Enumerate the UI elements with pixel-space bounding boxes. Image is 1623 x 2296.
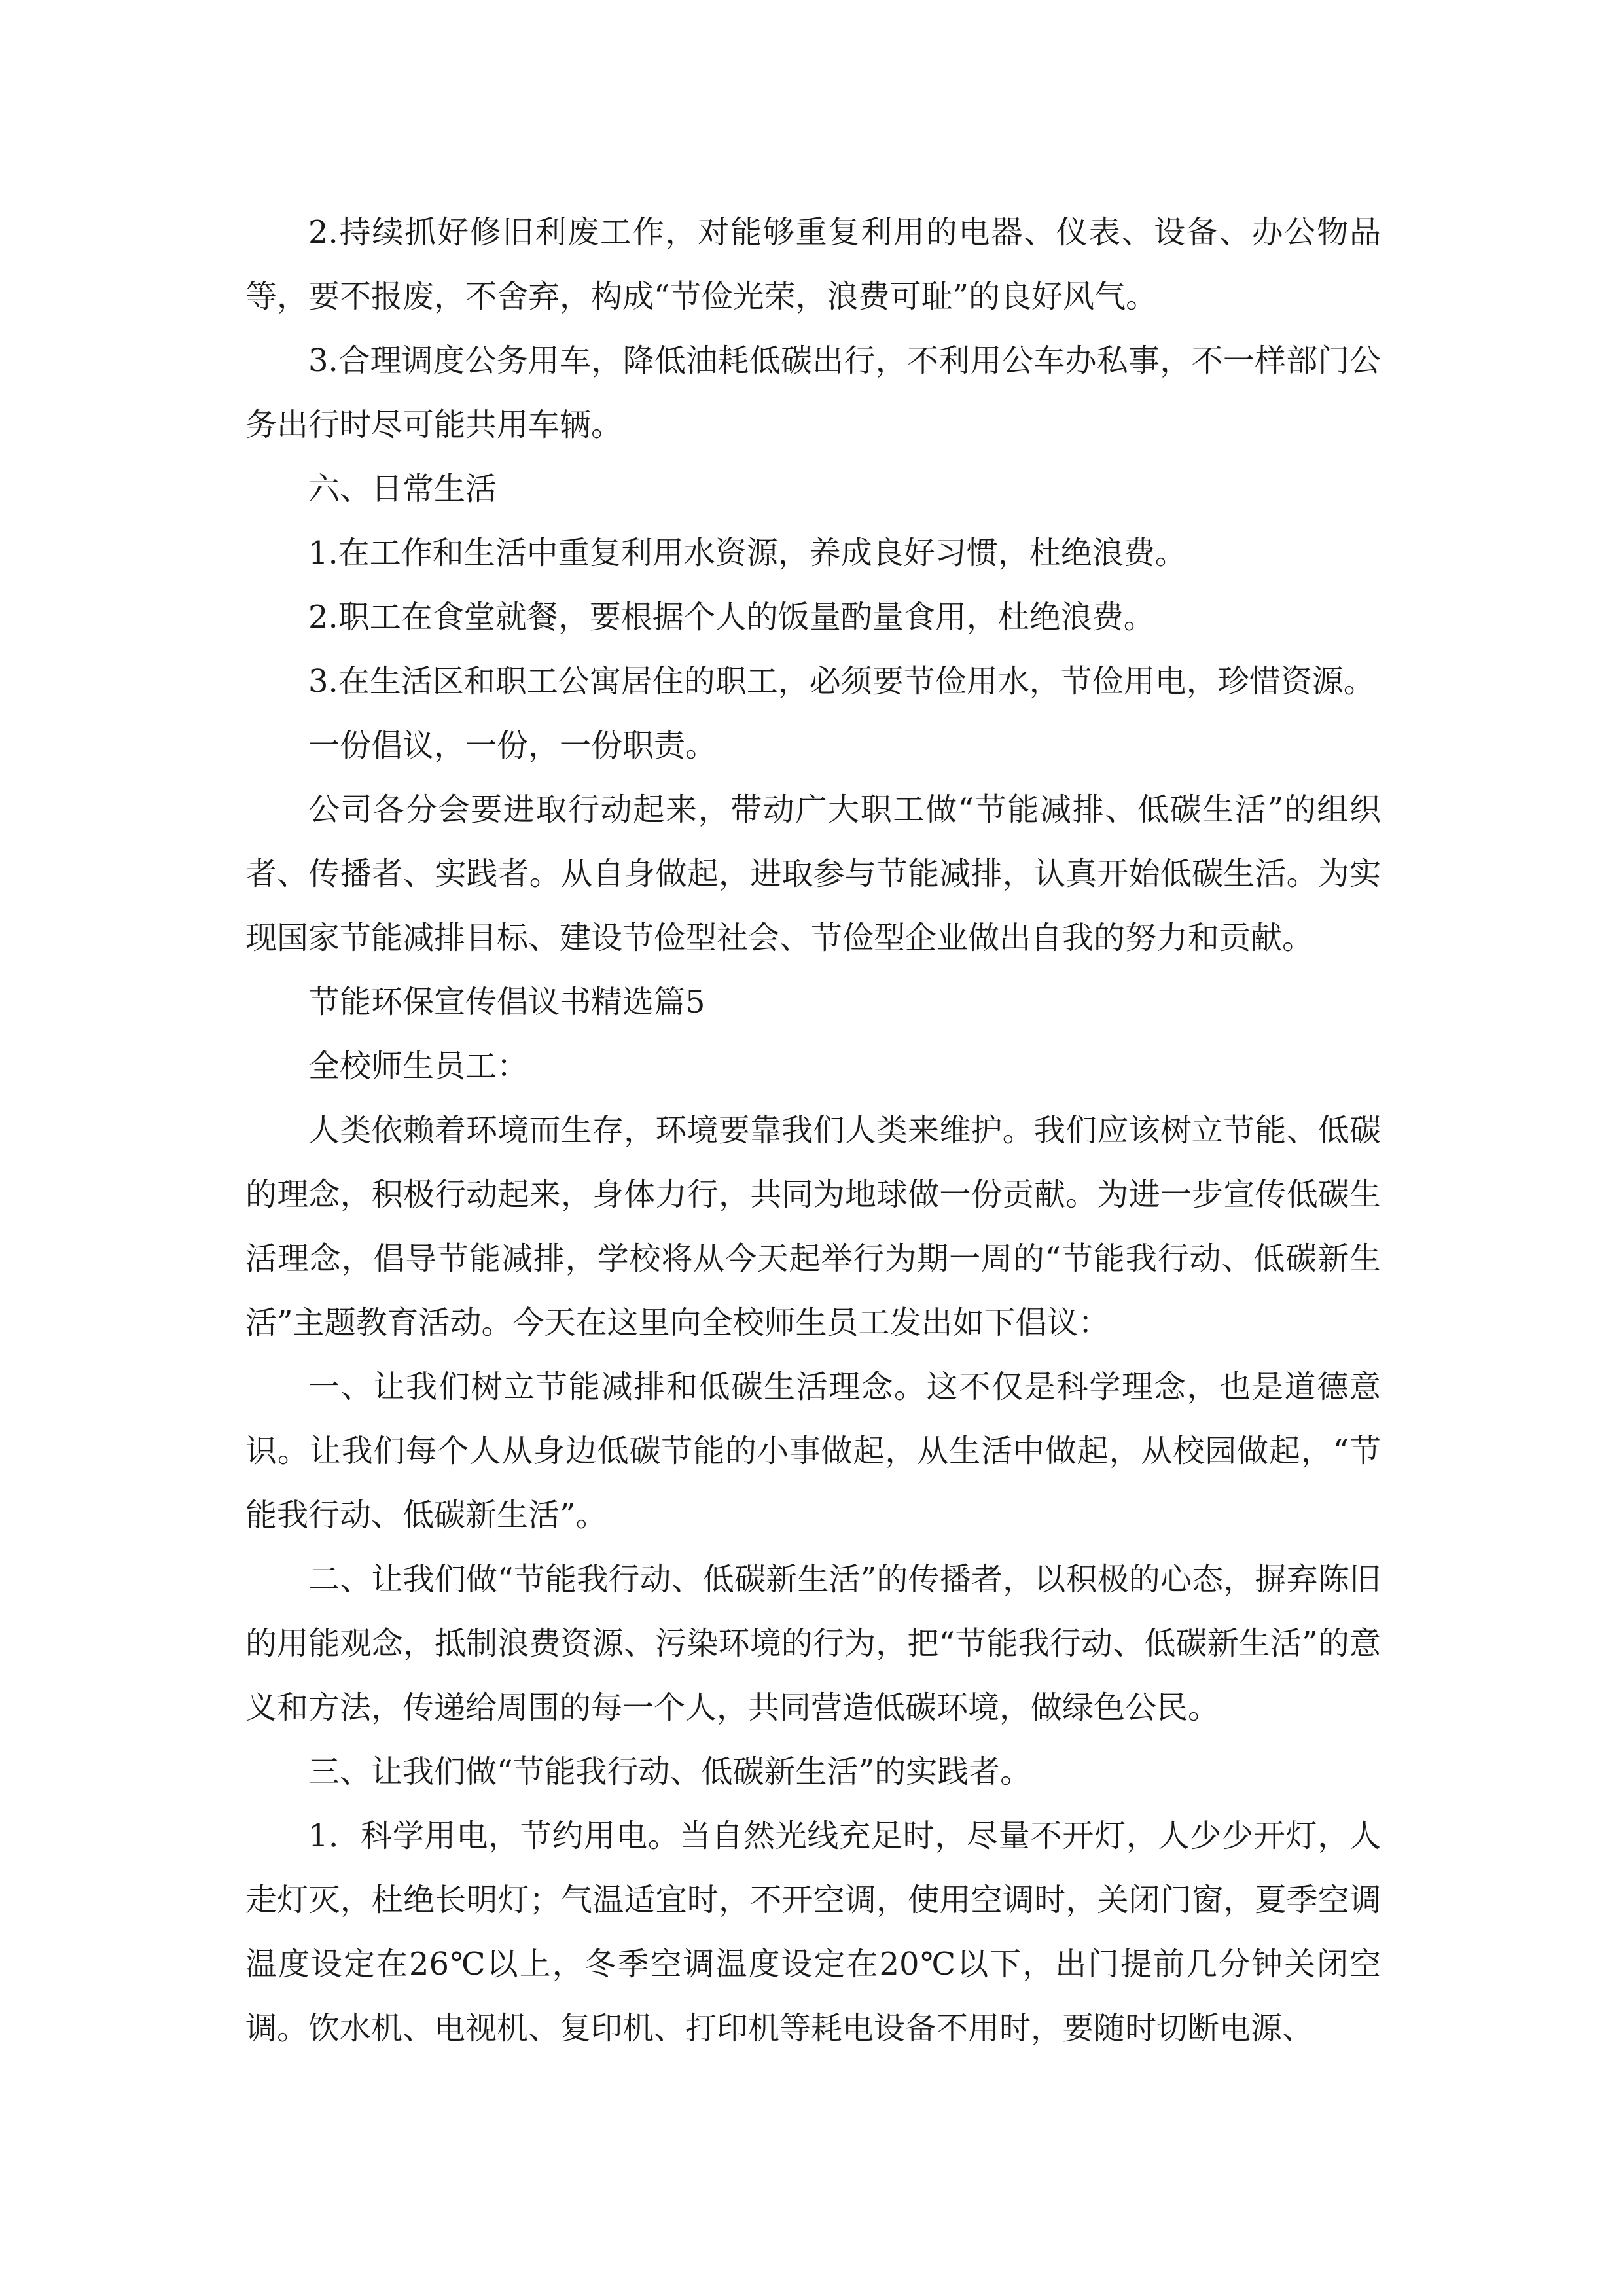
salutation: 全校师生员工： xyxy=(308,1048,529,1085)
paragraph: 1．科学用电，节约用电。当自然光线充足时，尽量不开灯，人少少开灯，人走灯灭，杜绝长明灯；气温适宜时，不开空调，使用空调时，关闭门窗，夏季空调温度设定在26℃以上，冬季空调温度设定在20℃以下，出门提前几分钟关闭空调。饮水机、电视机、复印机、打印机等耗电设备不用时，要随时切断电源、 xyxy=(245,1818,1381,2047)
paragraph: 三、让我们做“节能我行动、低碳新生活”的实践者。 xyxy=(308,1753,1032,1790)
paragraph: 人类依赖着环境而生存，环境要靠我们人类来维护。我们应该树立节能、低碳的理念，积极行动起来，身体力行，共同为地球做一份贡献。为进一步宣传低碳生活理念，倡导节能减排，学校将从今天起举行为期一周的“节能我行动、低碳新生活”主题教育活动。今天在这里向全校师生员工发出如下倡议： xyxy=(245,1112,1381,1341)
document-body xyxy=(245,200,1381,2060)
paragraph: 一、让我们树立节能减排和低碳生活理念。这不仅是科学理念，也是道德意识。让我们每个人从身边低碳节能的小事做起，从生活中做起，从校园做起，“节能我行动、低碳新生活”。 xyxy=(245,1369,1381,1534)
paragraph: 1.在工作和生活中重复利用水资源，养成良好习惯，杜绝浪费。 xyxy=(308,535,1186,571)
paragraph: 一份倡议，一份，一份职责。 xyxy=(308,727,717,764)
paragraph: 2.职工在食堂就餐，要根据个人的饭量酌量食用，杜绝浪费。 xyxy=(308,599,1155,636)
article-title: 节能环保宣传倡议书精选篇5 xyxy=(308,984,705,1020)
paragraph: 3.合理调度公务用车，降低油耗低碳出行，不利用公车办私事，不一样部门公务出行时尽可能共用车辆。 xyxy=(245,342,1381,443)
section-heading: 六、日常生活 xyxy=(308,471,497,507)
paragraph: 2.持续抓好修旧利废工作，对能够重复利用的电器、仪表、设备、办公物品等，要不报废，不舍弃，构成“节俭光荣，浪费可耻”的良好风气。 xyxy=(245,214,1381,315)
paragraph: 公司各分会要进取行动起来，带动广大职工做“节能减排、低碳生活”的组织者、传播者、实践者。从自身做起，进取参与节能减排，认真开始低碳生活。为实现国家节能减排目标、建设节俭型社会、节俭型企业做出自我的努力和贡献。 xyxy=(245,791,1381,956)
paragraph: 3.在生活区和职工公寓居住的职工，必须要节俭用水，节俭用电，珍惜资源。 xyxy=(308,663,1375,700)
paragraph: 二、让我们做“节能我行动、低碳新生活”的传播者，以积极的心态，摒弃陈旧的用能观念，抵制浪费资源、污染环境的行为，把“节能我行动、低碳新生活”的意义和方法，传递给周围的每一个人，共同营造低碳环境，做绿色公民。 xyxy=(245,1561,1381,1726)
